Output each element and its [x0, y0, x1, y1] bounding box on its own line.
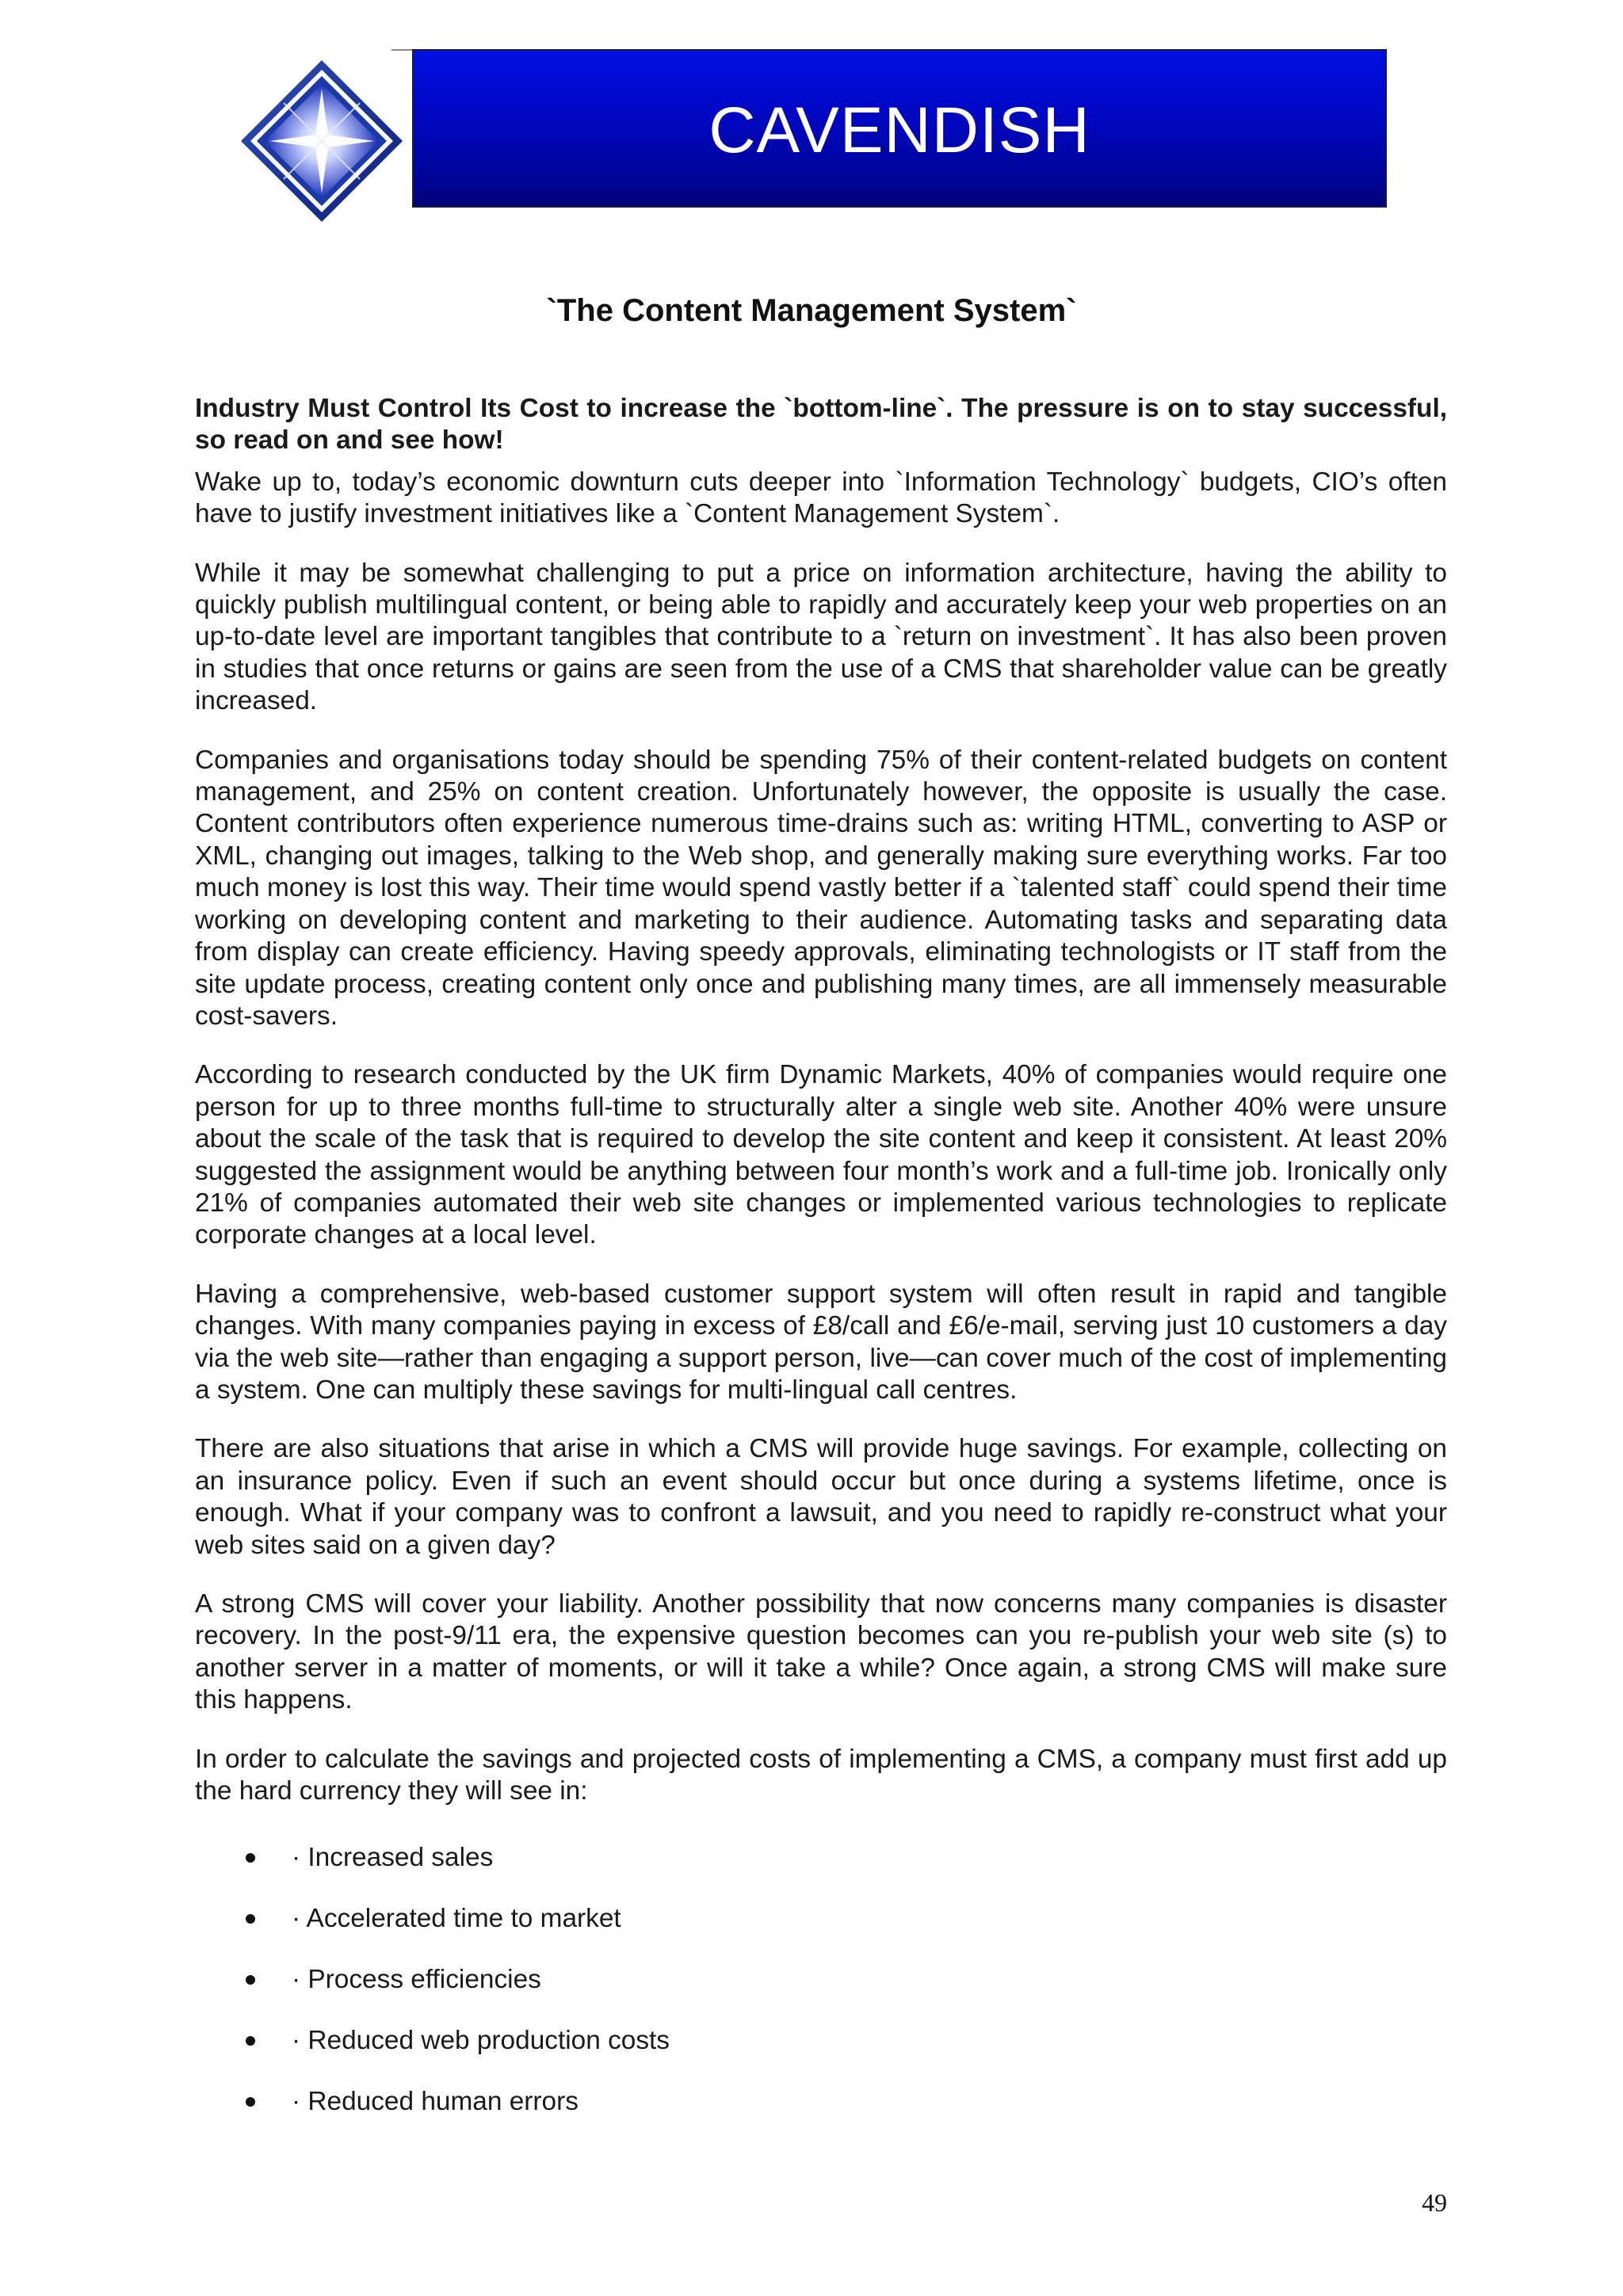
list-item: [195, 1964, 1447, 1996]
paragraph: Having a comprehensive, web-based customer support system will often result in rapid and tangible changes. With many companies paying in excess of £8/call and £6/e-mail, serving just 10 customers a day via the web site—rather than engaging a support person, live—can cover much of the cost of implementing a system. One can multiply these savings for multi-lingual call centres.: [195, 1279, 1447, 1405]
bullet-icon: [246, 1975, 255, 1985]
diamond-star-logo-icon: [238, 57, 406, 225]
bullet-icon: [246, 1914, 255, 1924]
list-item: [195, 2025, 1447, 2057]
bullet-icon: [246, 2097, 255, 2107]
lead-paragraph: Industry Must Control Its Cost to increase the `bottom-line`. The pressure is on to stay successful, so read on and see how!: [195, 394, 1447, 456]
list-item-text: · Reduced web production costs: [292, 2026, 670, 2056]
list-item: [195, 1903, 1447, 1935]
header-banner: [412, 49, 1387, 208]
paragraph: Companies and organisations today should be spending 75% of their content-related budgets on content management, and 25% on content creation. Unfortunately however, the opposite is usually the case. Content contributors often experience numerous time-drains such as: writing HTML, converting to ASP or XML, changing out images, talking to the Web shop, and generally making sure everything works. Far too much money is lost this way. Their time would spend vastly better if a `talented staff` could spend their time working on developing content and marketing to their audience. Automating tasks and separating data from display can create efficiency. Having speedy approvals, eliminating technologists or IT staff from the site update process, creating content only once and publishing many times, are all immensely measurable cost-savers.: [195, 745, 1447, 1031]
savings-list: [195, 1842, 1447, 2118]
paragraph: A strong CMS will cover your liability. Another possibility that now concerns many companies is disaster recovery. In the post-9/11 era, the expensive question becomes can you re-publish your web site (s) to another server in a matter of moments, or will it take a while? Once again, a strong CMS will make sure this happens.: [195, 1589, 1447, 1715]
document-title: `The Content Management System`: [546, 293, 1077, 328]
list-item-text: · Accelerated time to market: [292, 1904, 621, 1934]
paragraph: There are also situations that arise in which a CMS will provide huge savings. For example, collecting on an insurance policy. Even if such an event should occur but once during a systems lifetime, once is enough. What if your company was to confront a lawsuit, and you need to rapidly re-construct what your web sites said on a given day?: [195, 1434, 1447, 1560]
list-item: [195, 1842, 1447, 1874]
paragraph: While it may be somewhat challenging to put a price on information architecture, having the ability to quickly publish multilingual content, or being able to rapidly and accurately keep your web properties on an up-to-date level are important tangibles that contribute to a `return on investment`. It has also been proven in studies that once returns or gains are seen from the use of a CMS that shareholder value can be greatly increased.: [195, 558, 1447, 716]
paragraph: Wake up to, today’s economic downturn cuts deeper into `Information Technology` budgets, CIO’s often have to justify investment initiatives like a `Content Management System`.: [195, 467, 1447, 529]
company-logo: [238, 57, 406, 225]
document-body: [195, 393, 1447, 2147]
list-item: [195, 2086, 1447, 2118]
page-number: 49: [1422, 2188, 1447, 2217]
bullet-icon: [246, 1853, 255, 1863]
company-name: CAVENDISH: [708, 94, 1090, 166]
banner-accent-line: [391, 49, 414, 51]
paragraph: In order to calculate the savings and projected costs of implementing a CMS, a company must first add up the hard currency they will see in:: [195, 1744, 1447, 1806]
list-item-text: · Process efficiencies: [292, 1965, 541, 1995]
list-item-text: · Reduced human errors: [292, 2087, 579, 2117]
bullet-icon: [246, 2036, 255, 2046]
list-item-text: · Increased sales: [292, 1843, 494, 1873]
paragraph: According to research conducted by the UK firm Dynamic Markets, 40% of companies would require one person for up to three months full-time to structurally alter a single web site. Another 40% were unsure about the scale of the task that is required to develop the site content and keep it consistent. At least 20% suggested the assignment would be anything between four month’s work and a full-time job. Ironically only 21% of companies automated their web site changes or implemented various technologies to replicate corporate changes at a local level.: [195, 1060, 1447, 1250]
